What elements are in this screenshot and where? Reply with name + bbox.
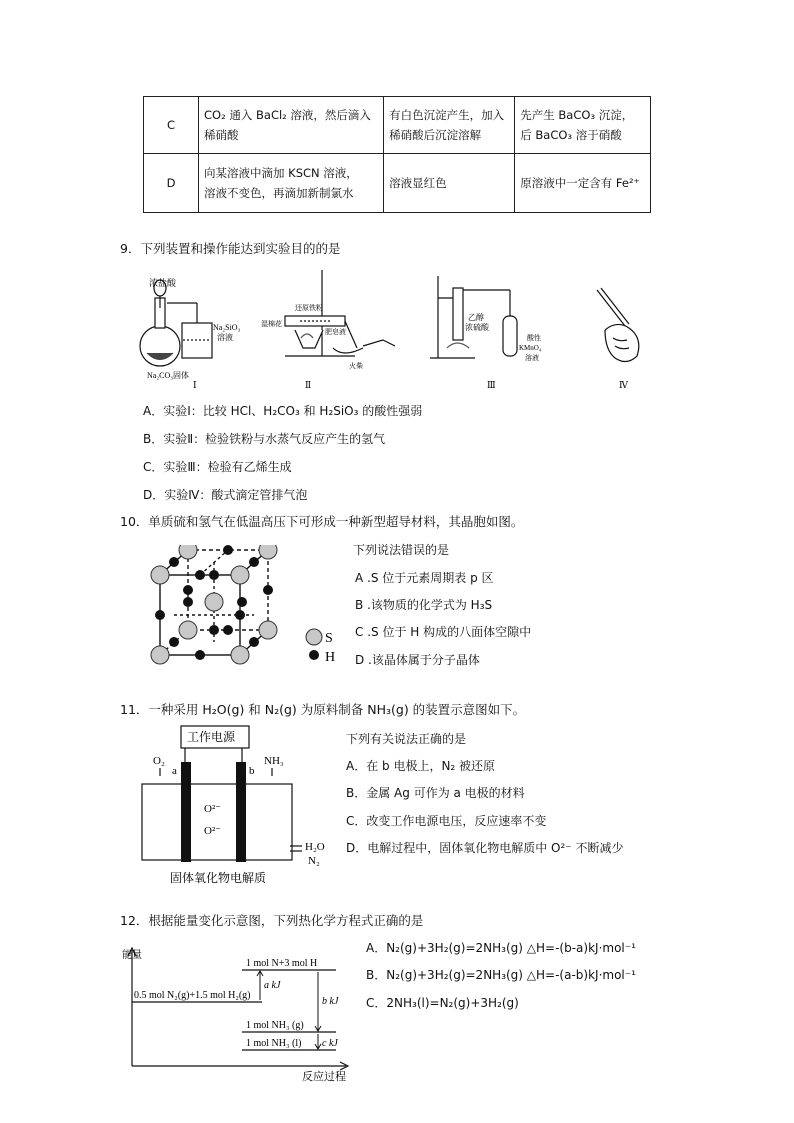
cell-line: 溶液不变色，再滴加新制氯水 xyxy=(204,186,354,200)
q10-option-c: C .S 位于 H 构成的八面体空隙中 xyxy=(355,625,532,639)
q10-option-a: A .S 位于元素周期表 p 区 xyxy=(355,571,494,585)
energy-a-label: a kJ xyxy=(264,980,281,991)
question-12-stem: 12．根据能量变化示意图，下列热化学方程式正确的是 xyxy=(120,913,424,928)
legend-h-marker xyxy=(309,650,319,660)
i-label-na2co3: Na₂CO₃固体 xyxy=(147,371,190,380)
iii-label-h2so4: 浓硫酸 xyxy=(465,323,489,332)
q12-option-c: C．2NH₃(l)=N₂(g)+3H₂(g) xyxy=(366,996,519,1010)
nh3-label: NH₃ xyxy=(264,755,284,767)
table-cell xyxy=(515,97,651,154)
cell-line: 稀硝酸后沉淀溶解 xyxy=(389,128,482,142)
cell-line: 稀硝酸 xyxy=(204,128,239,142)
electrode-b xyxy=(236,762,246,862)
ii-label-cotton: 湿棉花 xyxy=(261,320,282,328)
ii-label-soap: 肥皂液 xyxy=(325,328,346,336)
q9-option-d: D．实验Ⅳ：酸式滴定管排气泡 xyxy=(143,488,308,502)
energy-b-label: b kJ xyxy=(322,996,339,1007)
question-11-stem: 11．一种采用 H₂O(g) 和 N₂(g) 为原料制备 NH₃(g) 的装置示意图如下。 xyxy=(120,702,526,717)
table-cell xyxy=(515,154,651,213)
legend-h-label: H xyxy=(325,650,336,665)
energy-c-label: c kJ xyxy=(322,1038,338,1049)
ion-label-2: O²⁻ xyxy=(204,825,222,837)
electrolyte-caption: 固体氧化物电解质 xyxy=(170,871,267,885)
row-label: D xyxy=(144,154,199,213)
question-10-stem: 10．单质硫和氢气在低温高压下可形成一种新型超导材料，其晶胞如图。 xyxy=(120,514,524,529)
i-roman: Ⅰ xyxy=(193,380,197,390)
iii-label-acidic: 酸性 xyxy=(527,334,541,342)
crystal-cell-figure xyxy=(148,545,344,670)
y-axis-label: 能量 xyxy=(122,950,142,961)
iii-label-kmno4: KMnO₄ xyxy=(519,344,542,352)
q10-sub-stem: 下列说法错误的是 xyxy=(353,543,450,557)
q9-apparatus-figure xyxy=(135,268,675,390)
apparatus-iv xyxy=(597,288,639,362)
q11-option-d: D．电解过程中，固体氧化物电解质中 O²⁻ 不断减少 xyxy=(346,841,624,855)
ii-label-iron: 还原铁粉 xyxy=(295,304,323,312)
q9-option-b: B．实验Ⅱ：检验铁粉与水蒸气反应产生的氢气 xyxy=(143,432,386,446)
cell-line: CO₂ 通入 BaCl₂ 溶液，然后滴入 xyxy=(204,108,371,122)
ii-label-match: 火柴 xyxy=(349,362,363,370)
electrode-a-label: a xyxy=(172,765,177,777)
q12-option-a: A．N₂(g)+3H₂(g)=2NH₃(g) △H=-(b-a)kJ·mol⁻¹ xyxy=(366,941,636,955)
apparatus-i xyxy=(140,280,212,366)
x-axis-label: 反应过程 xyxy=(302,1071,346,1083)
q10-option-d: D .该晶体属于分子晶体 xyxy=(355,653,480,667)
table-row xyxy=(144,154,651,213)
cell-line: 溶液显红色 xyxy=(389,176,447,190)
table-cell xyxy=(199,97,384,154)
q12-option-b: B．N₂(g)+3H₂(g)=2NH₃(g) △H=-(a-b)kJ·mol⁻¹ xyxy=(366,968,636,982)
cell-line: 后 BaCO₃ 溶于硝酸 xyxy=(520,128,622,142)
ii-roman: Ⅱ xyxy=(305,380,312,390)
table-cell xyxy=(384,97,515,154)
i-label-solution: 溶液 xyxy=(217,333,233,342)
ion-label-1: O²⁻ xyxy=(204,803,222,815)
q10-option-b: B .该物质的化学式为 H₃S xyxy=(355,598,493,612)
electrolysis-lines xyxy=(142,726,302,860)
table-cell xyxy=(384,154,515,213)
energy-diagram xyxy=(112,942,356,1084)
electrode-a xyxy=(181,762,191,862)
electrolysis-figure xyxy=(140,724,340,890)
i-label-conc-hcl: 浓盐酸 xyxy=(149,278,177,288)
answer-table xyxy=(143,96,651,213)
level-nh3-liquid: 1 mol NH₃ (l) xyxy=(246,1038,302,1049)
q11-option-b: B．金属 Ag 可作为 a 电极的材料 xyxy=(346,786,525,800)
legend-s-label: S xyxy=(325,631,333,646)
cell-line: 有白色沉淀产生，加入 xyxy=(389,108,505,122)
row-label: C xyxy=(144,97,199,154)
power-source-label: 工作电源 xyxy=(187,730,236,744)
iii-label-solution: 溶液 xyxy=(525,354,539,362)
legend-s-marker xyxy=(306,629,322,645)
h2o-label: H₂O xyxy=(305,841,325,853)
cell-line: 向某溶液中滴加 KSCN 溶液， xyxy=(204,166,358,180)
apparatus-ii xyxy=(285,270,395,356)
question-9-stem: 9．下列装置和操作能达到实验目的的是 xyxy=(120,241,341,256)
q11-option-a: A．在 b 电极上，N₂ 被还原 xyxy=(346,759,496,773)
electrode-b-label: b xyxy=(249,765,255,777)
q9-option-a: A．实验Ⅰ：比较 HCl、H₂CO₃ 和 H₂SiO₃ 的酸性强弱 xyxy=(143,404,423,418)
q9-option-c: C．实验Ⅲ：检验有乙烯生成 xyxy=(143,460,292,474)
cell-line: 先产生 BaCO₃ 沉淀， xyxy=(520,108,634,122)
q11-option-c: C．改变工作电源电压，反应速率不变 xyxy=(346,814,547,828)
energy-levels xyxy=(132,970,336,1050)
i-label-na2sio3: Na₂SiO₃ xyxy=(213,323,241,332)
level-reactants: 0.5 mol N₂(g)+1.5 mol H₂(g) xyxy=(134,990,251,1001)
iv-roman: Ⅳ xyxy=(619,380,628,390)
cell-line: 原溶液中一定含有 Fe²⁺ xyxy=(520,176,640,190)
iii-roman: Ⅲ xyxy=(487,380,496,390)
table-cell xyxy=(199,154,384,213)
iii-label-ethanol: 乙醇 xyxy=(468,313,484,322)
q11-sub-stem: 下列有关说法正确的是 xyxy=(346,732,467,746)
level-atoms: 1 mol N+3 mol H xyxy=(246,958,318,969)
level-nh3-gas: 1 mol NH₃ (g) xyxy=(246,1020,304,1031)
n2-label: N₂ xyxy=(308,855,320,867)
o2-label: O₂ xyxy=(153,755,165,767)
table-row xyxy=(144,97,651,154)
